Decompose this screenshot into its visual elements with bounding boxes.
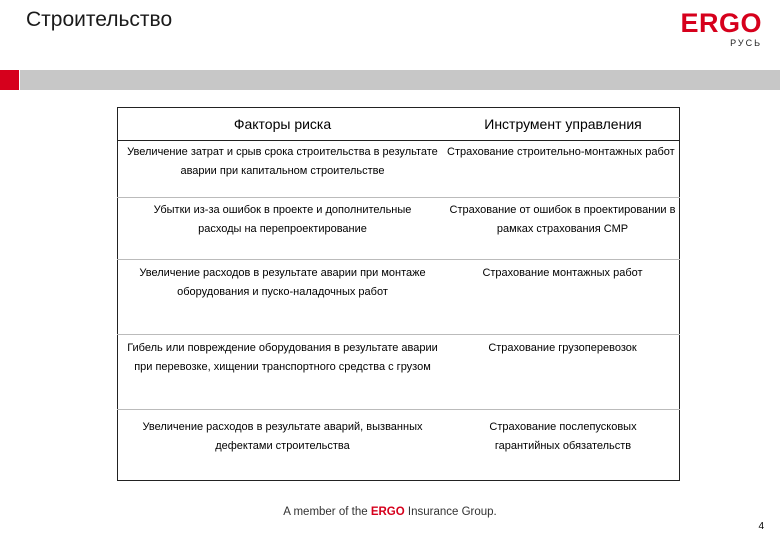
table-row (118, 410, 680, 481)
footer-suffix: Insurance Group. (404, 506, 497, 518)
tool-cell: Страхование грузоперевозок (447, 335, 680, 410)
risk-cell: Увеличение расходов в результате аварии при монтаже оборудования и пуско-наладочных работ (118, 260, 448, 335)
header-divider-bar (0, 70, 780, 90)
risk-table (117, 107, 680, 481)
header-management-tool: Инструмент управления (447, 108, 680, 141)
ergo-logo (680, 8, 762, 48)
page-number: 4 (758, 521, 764, 532)
divider-gray (20, 70, 780, 90)
logo-subtitle: РУСЬ (730, 38, 762, 48)
table-row (118, 198, 680, 260)
tool-cell: Страхование строительно-монтажных работ (447, 141, 680, 198)
tool-cell: Страхование от ошибок в проектировании в рамках страхования СМР (447, 198, 680, 260)
tool-cell: Страхование послепусковых гарантийных обязательств (489, 421, 637, 452)
divider-accent (0, 70, 19, 90)
tool-cell: Страхование монтажных работ (447, 260, 680, 335)
table-row (118, 335, 680, 410)
risk-cell: Увеличение расходов в результате аварий, вызванных дефектами строительства (142, 421, 423, 452)
page-title: Строительство (26, 8, 173, 31)
table-header-row (118, 108, 680, 141)
table-row (118, 141, 680, 198)
header-risk-factors: Факторы риска (118, 108, 448, 141)
risk-cell: Убытки из-за ошибок в проекте и дополнительные расходы на перепроектирование (118, 198, 448, 260)
footer-tagline (0, 506, 780, 518)
footer-prefix: A member of the (283, 506, 371, 518)
footer-brand: ERGO (370, 506, 405, 518)
risk-cell: Гибель или повреждение оборудования в результате аварии при перевозке, хищении транспортного средства с грузом (118, 335, 448, 410)
table-row (118, 260, 680, 335)
logo-brand: ERGO (680, 8, 762, 38)
risk-cell: Увеличение затрат и срыв срока строительства в результате аварии при капитальном строительстве (118, 141, 448, 198)
